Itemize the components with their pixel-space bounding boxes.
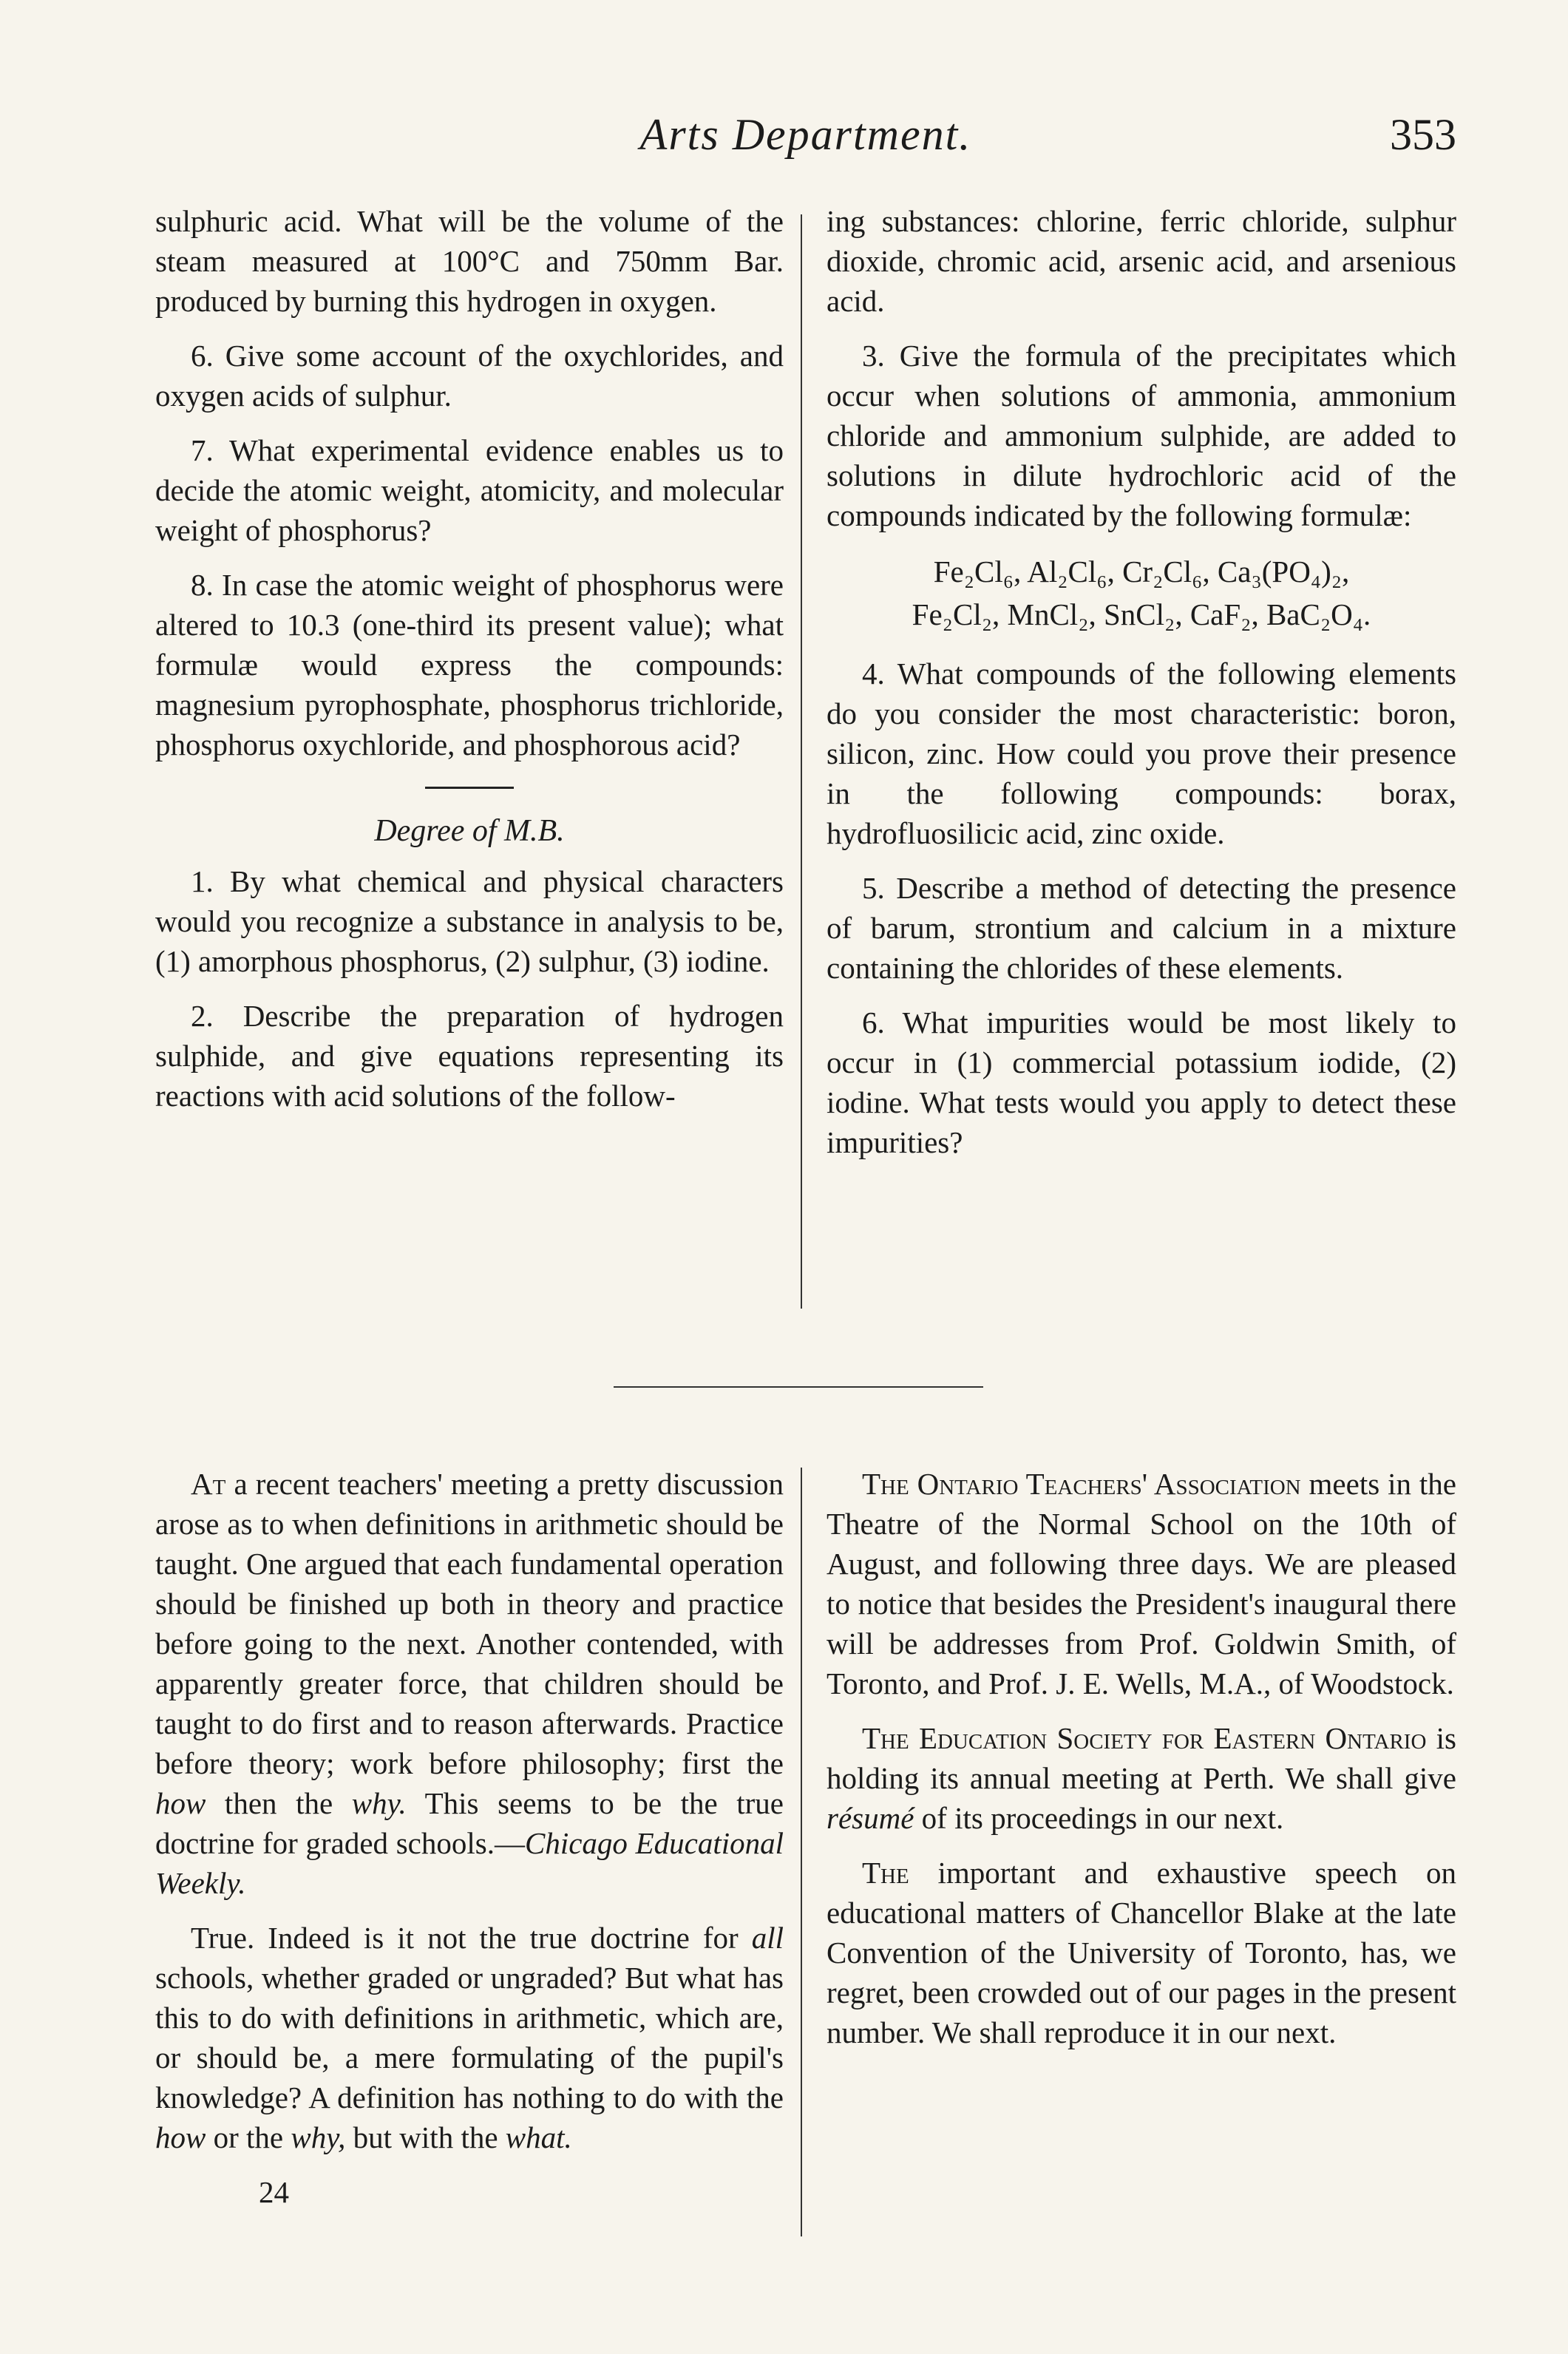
question-mb-3: 3. Give the formula of the precipitates which occur when solutions of ammonia, ammonium chloride and ammonium sulphide, are added to solutions in dilute hydrochloric acid of the compounds indicated by the following formulæ:: [827, 339, 1456, 532]
editorial-right: [827, 1464, 1456, 2067]
question-mb-6: 6. What impurities would be most likely to occur in (1) commercial potassium iodide, (2) iodine. What tests would you apply to detect these impurities?: [827, 1005, 1456, 1159]
editorial-left: [155, 1464, 784, 2212]
running-title: Arts Department.: [639, 110, 972, 159]
formula-line: Fe₂Cl₂, MnCl₂, SnCl₂, CaF₂, BaC₂O₄.: [912, 597, 1371, 631]
section-heading-mb: Degree of M.B.: [374, 814, 565, 848]
page-number: 353: [1390, 110, 1456, 159]
exam-questions-right: [827, 201, 1456, 1177]
question-continuation: sulphuric acid. What will be the volume of the steam measured at 100°C and 750mm Bar. produced by burning this hydrogen in oxygen.: [155, 204, 784, 318]
formula-block: [827, 550, 1456, 636]
paragraph: The Education Society for Eastern Ontario is holding its annual meeting at Perth. We shall give résumé of its proceedings in our next.: [827, 1721, 1456, 1835]
paragraph: The important and exhaustive speech on educational matters of Chancellor Blake at the late Convention of the University of Toronto, has, we regret, been crowded out of our pages in the present number. We shall reproduce it in our next.: [827, 1856, 1456, 2049]
question-8: 8. In case the atomic weight of phosphorus were altered to 10.3 (one-third its present value); what formulæ would express the compounds: magnesium pyrophosphate, phosphorus trichloride, phosphorus oxychloride, and phosphorous acid?: [155, 568, 784, 762]
short-rule: [425, 787, 514, 789]
question-6: 6. Give some account of the oxychlorides, and oxygen acids of sulphur.: [155, 339, 784, 413]
column-divider-top: [801, 214, 802, 1309]
question-mb-5: 5. Describe a method of detecting the presence of barum, strontium and calcium in a mixture containing the chlorides of these elements.: [827, 871, 1456, 985]
paragraph: The Ontario Teachers' Association meets in the Theatre of the Normal School on the 10th of August, and following three days. We are pleased to notice that besides the President's inaugural there will be addresses from Prof. Goldwin Smith, of Toronto, and Prof. J. E. Wells, M.A., of Woodstock.: [827, 1467, 1456, 1700]
section-divider: [614, 1386, 983, 1388]
question-mb-1: 1. By what chemical and physical characters would you recognize a substance in analysis to be, (1) amorphous phosphorus, (2) sulphur, (3) iodine.: [155, 864, 784, 978]
column-divider-bottom: [801, 1468, 802, 2236]
formula-line: Fe₂Cl₆, Al₂Cl₆, Cr₂Cl₆, Ca₃(PO₄)₂,: [933, 554, 1350, 588]
question-mb-2: 2. Describe the preparation of hydrogen sulphide, and give equations representing its reactions with acid solutions of the follow-: [155, 999, 784, 1113]
signature-mark: 24: [259, 2175, 289, 2209]
question-7: 7. What experimental evidence enables us to decide the atomic weight, atomicity, and molecular weight of phosphorus?: [155, 433, 784, 547]
paragraph: At a recent teachers' meeting a pretty discussion arose as to when definitions in arithmetic should be taught. One argued that each fundamental operation should be finished up both in theory and practice before going to the next. Another contended, with apparently greater force, that children should be taught to do first and to reason afterwards. Practice before theory; work before philosophy; first the how then the why. This seems to be the true doctrine for graded schools.—Chicago Educational Weekly.: [155, 1467, 784, 1900]
page-header: [155, 109, 1456, 176]
question-mb-4: 4. What compounds of the following elements do you consider the most characteristic: boron, silicon, zinc. How could you prove their presence in the following compounds: borax, hydrofluosilicic acid, zinc oxide.: [827, 657, 1456, 850]
paragraph: True. Indeed is it not the true doctrine for all schools, whether graded or ungraded? But what has this to do with definitions in arithmetic, which are, or should be, a mere formulating of the pupil's knowledge? A definition has nothing to do with the how or the why, but with the what.: [155, 1921, 784, 2154]
question-continuation: ing substances: chlorine, ferric chloride, sulphur dioxide, chromic acid, arsenic acid, and arsenious acid.: [827, 204, 1456, 318]
exam-questions-left: [155, 201, 784, 1130]
